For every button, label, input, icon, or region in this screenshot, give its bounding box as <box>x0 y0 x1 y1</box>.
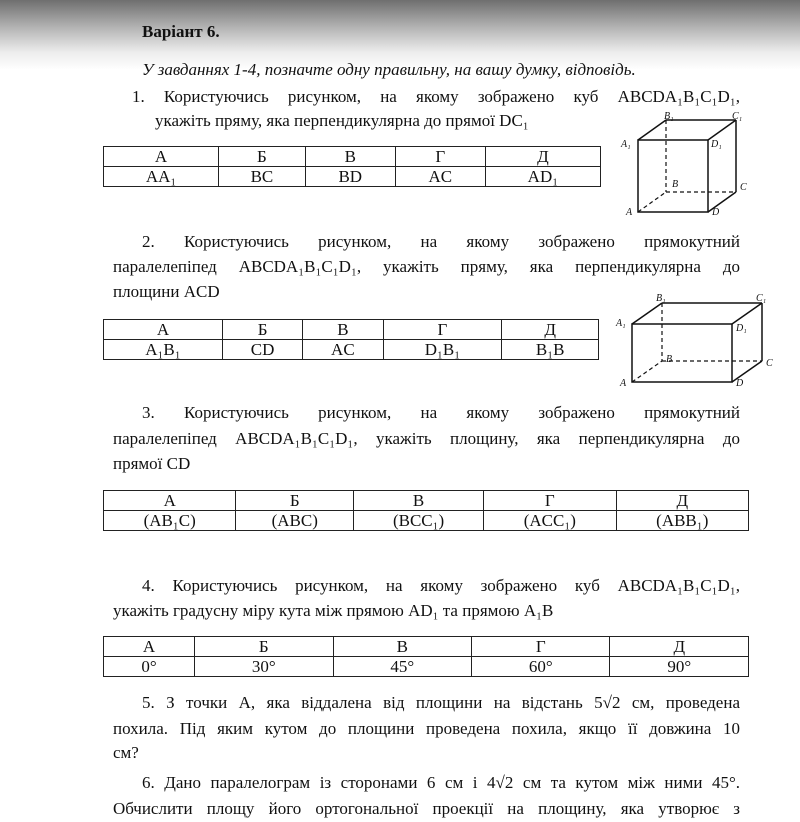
task1-answer-a: AA₁ <box>104 167 219 187</box>
task4-answer-v: 45° <box>333 657 471 677</box>
task2-letter-g: Г <box>383 320 502 340</box>
task4-answer-b: 30° <box>195 657 333 677</box>
box-label-b1: B₁ <box>656 293 666 304</box>
variant-title: Варіант 6. <box>142 22 220 41</box>
task1-line2: укажіть пряму, яка перпендикулярна до прямої DC₁ <box>155 111 529 130</box>
task1-letter-g: Г <box>395 147 485 167</box>
task3-number: 3. <box>142 403 155 422</box>
task1-letter-b: Б <box>219 147 306 167</box>
task4-answer-d: 90° <box>610 657 749 677</box>
task1-letter-v: В <box>305 147 395 167</box>
box-label-d: D <box>736 378 744 389</box>
task4-answer-g: 60° <box>472 657 610 677</box>
task5-line2: похила. Під яким кутом до площини проведена похила, якщо її довжина 10 <box>113 719 740 738</box>
task3-letter-b: Б <box>236 491 354 511</box>
task2-letter-d: Д <box>502 320 599 340</box>
cube-label-d1: D₁ <box>711 139 722 150</box>
task1-line1: 1. Користуючись рисунком, на якому зображено куб ABCDA₁B₁C₁D₁, <box>132 87 740 106</box>
cube-label-c1: C₁ <box>732 111 743 122</box>
task2-number: 2. <box>142 232 155 251</box>
cube-label-a1: A₁ <box>621 139 631 150</box>
task1-answer-d: AD₁ <box>485 167 600 187</box>
box-figure <box>610 288 780 393</box>
task3-letter-d: Д <box>616 491 748 511</box>
task4-letter-d: Д <box>610 637 749 657</box>
task1-answer-table <box>103 146 601 187</box>
task1-number: 1. <box>132 87 145 106</box>
task4-number: 4. <box>142 576 155 595</box>
task6-line1: 6. Дано паралелограм із сторонами 6 см і 4√2 см та кутом між ними 45°. <box>142 773 740 792</box>
task3-answer-v: (BCC₁) <box>354 511 484 531</box>
task2-answer-b: CD <box>222 340 302 360</box>
cube-figure <box>618 110 758 222</box>
cube-label-c: C <box>740 182 747 193</box>
cube-label-b: B <box>672 179 679 190</box>
box-label-d1: D₁ <box>736 323 747 334</box>
task4-letter-a: А <box>104 637 195 657</box>
task4-line1: 4. Користуючись рисунком, на якому зображено куб ABCDA₁B₁C₁D₁, <box>142 576 740 595</box>
task2-answer-table <box>103 319 599 360</box>
task4-letter-v: В <box>333 637 471 657</box>
task2-letter-v: В <box>303 320 383 340</box>
cube-label-a: A <box>626 207 633 218</box>
task1-answer-v: BD <box>305 167 395 187</box>
task3-answer-g: (ACC₁) <box>484 511 616 531</box>
task5-line1: 5. З точки А, яка віддалена від площини на відстань 5√2 см, проведена <box>142 693 740 712</box>
task4-letter-b: Б <box>195 637 333 657</box>
task4-answer-a: 0° <box>104 657 195 677</box>
task4-letter-g: Г <box>472 637 610 657</box>
task5-line3: см? <box>113 743 139 762</box>
box-label-b: B <box>666 354 673 365</box>
task2-line1: 2. Користуючись рисунком, на якому зображено прямокутний <box>142 232 741 251</box>
task2-letter-b: Б <box>222 320 302 340</box>
cube-label-b1: B₁ <box>664 111 674 122</box>
task1-answer-b: BC <box>219 167 306 187</box>
task3-answer-table <box>103 490 749 531</box>
task3-letter-g: Г <box>484 491 616 511</box>
task2-line2: паралелепіпед ABCDA₁B₁C₁D₁, укажіть пряму, яка перпендикулярна до <box>113 257 740 276</box>
task4-line2: укажіть градусну міру кута між прямою AD₁ та прямою A₁B <box>113 601 554 620</box>
task2-answer-g: D₁B₁ <box>383 340 502 360</box>
box-label-c: C <box>766 358 773 369</box>
task2-answer-a: A₁B₁ <box>104 340 223 360</box>
task6-line2: Обчислити площу його ортогональної проекції на площину, яка утворює з <box>113 799 740 818</box>
task2-letter-a: А <box>104 320 223 340</box>
task3-answer-a: (AB₁C) <box>104 511 236 531</box>
task3-letter-v: В <box>354 491 484 511</box>
task2-answer-v: AC <box>303 340 383 360</box>
task2-answer-d: B₁B <box>502 340 599 360</box>
task1-answer-g: AC <box>395 167 485 187</box>
cube-label-d: D <box>712 207 720 218</box>
task4-answer-table <box>103 636 749 677</box>
box-label-c1: C₁ <box>756 293 767 304</box>
task1-letter-a: А <box>104 147 219 167</box>
box-label-a1: A₁ <box>616 318 626 329</box>
instruction-text: У завданнях 1-4, позначте одну правильну, на вашу думку, відповідь. <box>142 60 636 79</box>
task3-line1: 3. Користуючись рисунком, на якому зображено прямокутний <box>142 403 741 422</box>
box-label-a: A <box>620 378 627 389</box>
task3-letter-a: А <box>104 491 236 511</box>
task3-answer-b: (ABC) <box>236 511 354 531</box>
task2-line3: площини ACD <box>113 282 220 301</box>
task6-number: 6. <box>142 773 155 792</box>
task3-line2: паралелепіпед ABCDA₁B₁C₁D₁, укажіть площину, яка перпендикулярна до <box>113 429 740 448</box>
task3-answer-d: (ABB₁) <box>616 511 748 531</box>
task1-letter-d: Д <box>485 147 600 167</box>
task5-number: 5. <box>142 693 155 712</box>
task3-line3: прямої CD <box>113 454 191 473</box>
